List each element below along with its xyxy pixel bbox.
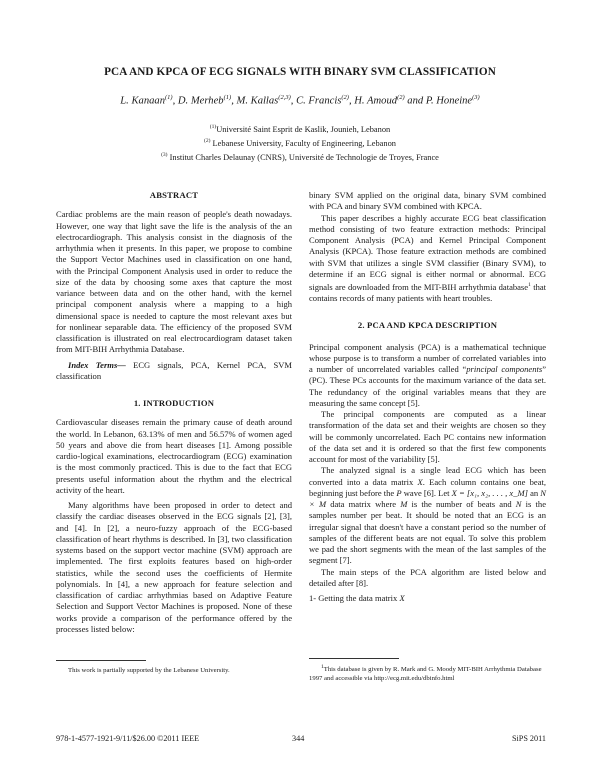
page-number: 344 (292, 734, 305, 743)
footer-venue: SiPS 2011 (511, 734, 546, 743)
affiliation-text: Lebanese University, Faculty of Engineering, Lebanon (212, 138, 396, 148)
algorithm-step: 1- Getting the data matrix X (309, 593, 405, 604)
body-paragraph: The analyzed signal is a single lead ECG which has been converted into a data matrix X. Each column contains one beat, beginning just before the P wave [6]. Let X = [x₁, x₂, . . . , x_M] an N × M data matrix where M is the number of beats and N is the samples number per beat. It should be noted that an ECG is an irregular signal that doesn't have a constant period so the number of samples of the different beats are not equal. To solve this problem we pad the short segments with the mean of the last samples of the segment [7]. (309, 465, 547, 566)
footnote-rule (309, 658, 399, 659)
body-paragraph: This paper describes a highly accurate ECG beat classification method consisting of two feature extraction methods: Principal Component Analysis (PCA) and Kernel Principal Component Analysis (KPCA). Those feature extraction methods are combined with SVM that utilizes a single SVM classifier (Binary SVM), to determine if an ECG signal is either normal or abnormal. ECG signals are downloaded from the MIT-BIH arrhythmia database$^1$ that contains records of many patients with heart troubles. (309, 212, 547, 304)
author-affiliation-mark: (2) (397, 94, 405, 101)
support-footnote: This work is partially supported by the Lebanese University. (68, 667, 230, 674)
affiliation-text: Institut Charles Delaunay (CNRS), Université de Technologie de Troyes, France (169, 152, 439, 162)
affiliation (0, 152, 600, 162)
author-list: L. Kanaan$^{(1)}$, D. Merheb$^{(1)}$, M. Kallas$^{(2,3)}$, C. Francis$^{(2)}$, H. Amoud$^{(2)}$ and P. Honeine$^{(3)}$ (120, 94, 480, 107)
left-column (56, 190, 292, 635)
author-name: M. Kallas (236, 95, 279, 107)
right-column (309, 190, 546, 604)
body-paragraph: The principal components are computed as a linear transformation of the data set and their weights are chosen so they will be commonly uncorrelated. Each PC contains new information of the data set and it is ordered so that the first few components account for most of the variability [5]. (309, 409, 546, 465)
author-name: D. Merheb (177, 95, 224, 107)
author-affiliation-mark: (2,3) (278, 94, 291, 101)
body-paragraph: The main steps of the PCA algorithm are listed below and detailed after [8]. (309, 566, 546, 588)
paper-title: PCA AND KPCA OF ECG SIGNALS WITH BINARY SVM CLASSIFICATION (104, 66, 496, 78)
author-affiliation-mark: (2) (341, 94, 349, 101)
footnote-mark: 1 (528, 282, 531, 288)
intro-paragraph: Cardiovascular diseases remain the primary cause of death around the world. In Lebanon, 63.13% of men and 56.57% of women aged 50 years and above die from heart diseases [1]. Among possible cardio-logical examinations, electrocardiogram (ECG) examination is the most commonly practiced. This is due to the fact that ECG presents useful information about the rhythm and the electrical activity of the heart. (56, 417, 292, 495)
body-paragraph: Principal component analysis (PCA) is a mathematical technique whose purpose is to transform a number of correlated variables into a number of uncorrelated variables called “principal components” (PC). These PCs accounts for the maximum variance of the data set. The redundancy of the original variables means that they are measuring the same concept [5]. (309, 341, 546, 408)
affiliation-mark: (3) (161, 152, 168, 158)
body-paragraph: binary SVM applied on the original data, binary SVM combined with PCA and binary SVM combined with KPCA. (309, 190, 546, 212)
author-name: H. Amoud (354, 95, 398, 107)
abstract-text: Cardiac problems are the main reason of people's death nowadays. However, one way that light save the life is the analysis of the an electrocardiograph. This analysis consist in the diagnosis of the arrhythmia when it presents. In this paper, we propose to combine the Support Vector Machines used in classification on one hand, with the Principal Component Analysis used in order to reduce the size of the data by choosing some axes that capture the most variance between data and on the other hand, with the kernel principal component analysis where a mapping to a high dimensional space is needed to capture the most relevant axes but for nonlinear separable data. The efficiency of the proposed SVM classification is illustrated on real electrocardiogram dataset taken from MIT-BIH Arrhythmia Database. (56, 209, 292, 355)
footer-isbn: 978-1-4577-1921-9/11/$26.00 ©2011 IEEE (56, 734, 200, 743)
footnote-rule (56, 660, 146, 661)
index-terms-label: Index Terms— (68, 359, 126, 370)
author-affiliation-mark: (1) (223, 94, 232, 101)
introduction-heading: 1. INTRODUCTION (133, 398, 215, 408)
affiliation (0, 124, 600, 134)
affiliation-mark: (1) (209, 124, 217, 130)
author-affiliation-mark: (1) (165, 94, 173, 101)
abstract-heading: ABSTRACT (149, 190, 199, 200)
author-name: P. Honeine (425, 95, 473, 107)
author-name: C. Francis (296, 95, 342, 107)
section-heading: 2. PCA AND KPCA DESCRIPTION (357, 320, 498, 331)
author-name: L. Kanaan (120, 95, 166, 107)
intro-paragraph: Many algorithms have been proposed in order to detect and classify the cardiac diseases observed in the ECG signals [2], [3], and [4]. In [2], a neuro-fuzzy approach of the ECG-based classification of heart rhythms is described. In [3], two classification systems based on the support vector machine (SVM) approach are implemented. The first exploits features based on high-order statistics, while the second uses the coefficients of Hermite polynomials. In [4], a new approach for feature selection and classification of cardiac arrhythmias based on Adaptive Feature Selection and Support Vector Machines is proposed. None of these works provide a comparison of the performance offered by the processes listed below: (56, 500, 292, 634)
math-expression: X = [x₁, x₂, . . . , x_M] (451, 487, 528, 498)
affiliation-text: Université Saint Esprit de Kaslik, Jounieh, Lebanon (216, 124, 391, 134)
affiliation-mark: (2) (204, 138, 211, 144)
author-affiliation-mark: (3) (472, 94, 480, 101)
affiliation (0, 138, 600, 148)
database-footnote: $^1$This database is given by R. Mark and G. Moody MIT-BIH Arrhythmia Database 1997 and accessible via http://ecg.mit.edu/dbinfo.html (309, 664, 542, 683)
index-terms-text: ECG signals, PCA, Kernel PCA, SVM classification (56, 359, 292, 381)
index-terms (56, 360, 292, 383)
